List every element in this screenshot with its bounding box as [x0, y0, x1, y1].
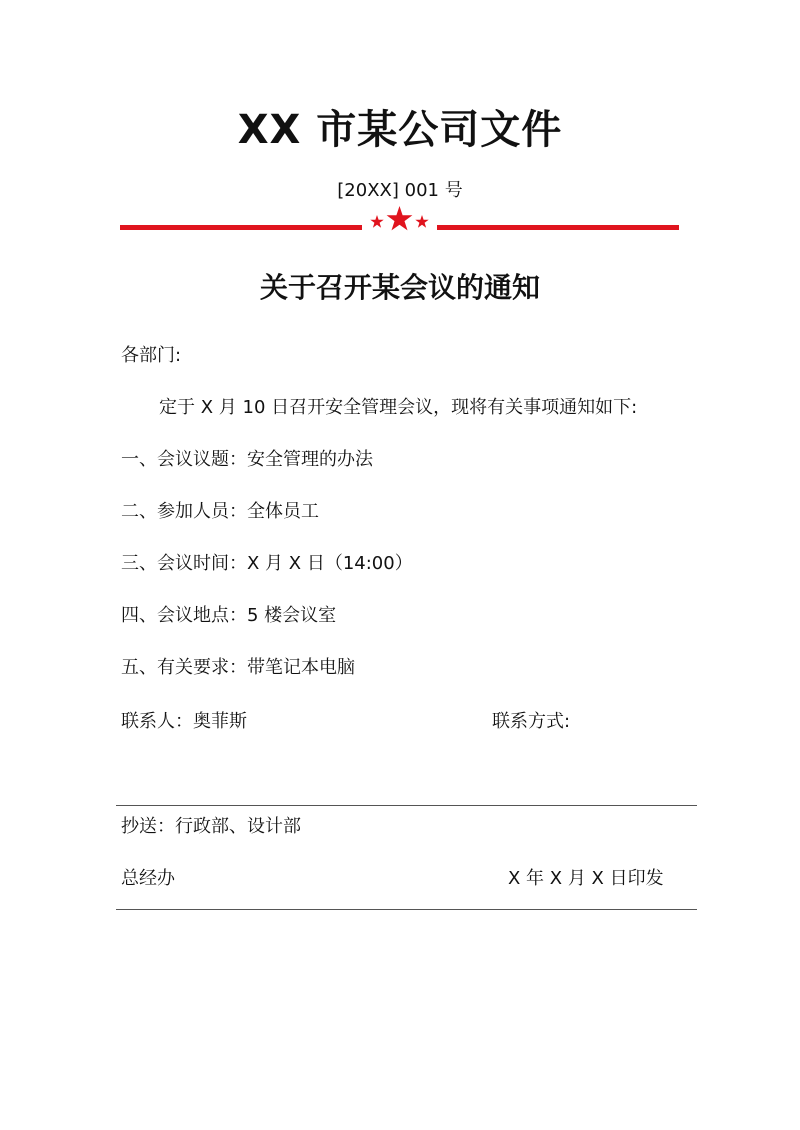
intro-paragraph: 定于 X 月 10 日召开安全管理会议，现将有关事项通知如下:: [159, 397, 638, 418]
list-item: 四、会议地点：5 楼会议室: [121, 605, 337, 626]
list-item: 二、参加人员：全体员工: [121, 501, 319, 522]
footer-rule-bottom: [116, 909, 697, 910]
contact-person: 联系人：奥菲斯: [121, 711, 247, 732]
star-icon: [387, 206, 413, 230]
red-divider-right: [437, 225, 679, 230]
document-number: [20XX] 001 号: [337, 180, 463, 201]
issue-date: X 年 X 月 X 日印发: [508, 868, 664, 889]
contact-method: 联系方式:: [492, 711, 571, 732]
star-icon: [415, 215, 428, 228]
org-title: XX 市某公司文件: [237, 107, 563, 153]
stars-emblem: [362, 202, 437, 242]
list-item: 一、会议议题：安全管理的办法: [121, 449, 373, 470]
salutation: 各部门:: [121, 345, 182, 366]
red-divider-left: [120, 225, 362, 230]
issuer: 总经办: [121, 868, 175, 889]
cc-line: 抄送：行政部、设计部: [121, 816, 301, 837]
list-item: 三、会议时间：X 月 X 日（14:00）: [121, 553, 413, 574]
notice-title: 关于召开某会议的通知: [259, 271, 540, 304]
footer-rule-top: [116, 805, 697, 806]
list-item: 五、有关要求：带笔记本电脑: [121, 657, 355, 678]
star-icon: [370, 215, 383, 228]
